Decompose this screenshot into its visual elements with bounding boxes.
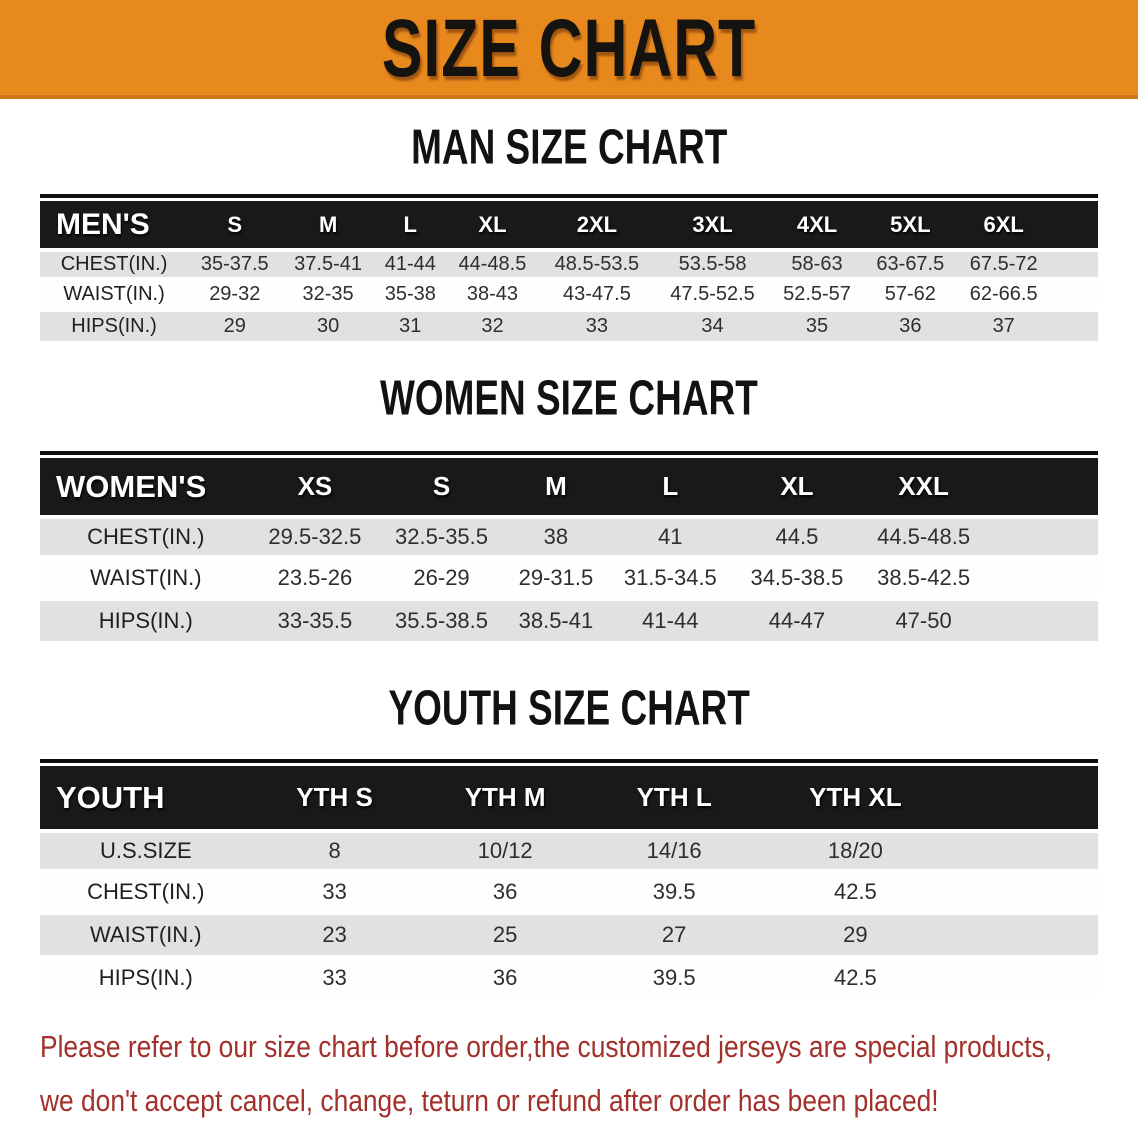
size-value-cell: 39.5	[593, 872, 756, 915]
size-value-cell: 44-47	[734, 601, 861, 644]
row-spacer	[1050, 248, 1098, 280]
size-value-cell: 25	[418, 915, 593, 958]
womens-size-table	[40, 451, 1098, 644]
size-column-header: XXL	[860, 458, 987, 515]
size-value-cell: 33	[539, 312, 655, 344]
size-value-cell: 8	[252, 829, 418, 872]
size-value-cell: 41-44	[375, 248, 446, 280]
size-value-cell: 33-35.5	[252, 601, 379, 644]
size-header-row	[40, 766, 1098, 829]
youth-size-chart-title-text: YOUTH SIZE CHART	[388, 681, 750, 736]
row-spacer	[955, 872, 1098, 915]
measurement-row-label: WAIST(IN.)	[40, 280, 188, 312]
youth-size-section	[0, 681, 1138, 1001]
disclaimer-line-1-text: Please refer to our size chart before order,the customized jerseys are special products,	[40, 1029, 1053, 1064]
youth-size-chart-title	[0, 681, 1138, 741]
measurement-row-label: HIPS(IN.)	[40, 958, 252, 1001]
size-value-cell: 29-32	[188, 280, 281, 312]
measurement-row-label: CHEST(IN.)	[40, 515, 252, 558]
women-size-section	[0, 371, 1138, 644]
size-column-header: YTH L	[593, 766, 756, 829]
size-value-cell: 37	[957, 312, 1050, 344]
measurement-row	[40, 280, 1098, 312]
size-value-cell: 29	[188, 312, 281, 344]
size-column-header: M	[281, 201, 374, 248]
size-value-cell: 34	[655, 312, 771, 344]
size-column-header: XL	[446, 201, 539, 248]
measurement-row-label: HIPS(IN.)	[40, 601, 252, 644]
size-chart-banner	[0, 0, 1138, 99]
size-value-cell: 33	[252, 872, 418, 915]
size-value-cell: 36	[418, 872, 593, 915]
women-size-chart-title	[0, 371, 1138, 431]
size-column-header: YTH S	[252, 766, 418, 829]
size-value-cell: 35-38	[375, 280, 446, 312]
size-value-cell: 62-66.5	[957, 280, 1050, 312]
man-size-chart-title-text: MAN SIZE CHART	[410, 120, 728, 175]
size-value-cell: 31	[375, 312, 446, 344]
row-spacer	[955, 829, 1098, 872]
size-column-header: 6XL	[957, 201, 1050, 248]
row-spacer	[955, 958, 1098, 1001]
size-column-header: XL	[734, 458, 861, 515]
youth-size-table-grid	[40, 766, 1098, 1001]
size-column-header: 5XL	[864, 201, 957, 248]
man-size-chart-title	[0, 120, 1138, 180]
size-value-cell: 27	[593, 915, 756, 958]
measurement-row	[40, 915, 1098, 958]
measurement-row	[40, 958, 1098, 1001]
size-value-cell: 52.5-57	[770, 280, 863, 312]
size-value-cell: 32	[446, 312, 539, 344]
row-spacer	[1050, 312, 1098, 344]
size-value-cell: 32.5-35.5	[378, 515, 505, 558]
measurement-row	[40, 601, 1098, 644]
size-value-cell: 10/12	[418, 829, 593, 872]
measurement-row-label: HIPS(IN.)	[40, 312, 188, 344]
size-header-row	[40, 201, 1098, 248]
size-value-cell: 57-62	[864, 280, 957, 312]
size-value-cell: 33	[252, 958, 418, 1001]
size-value-cell: 44-48.5	[446, 248, 539, 280]
size-column-header: M	[505, 458, 607, 515]
size-column-header: 2XL	[539, 201, 655, 248]
size-value-cell: 47.5-52.5	[655, 280, 771, 312]
size-column-header: S	[378, 458, 505, 515]
size-value-cell: 48.5-53.5	[539, 248, 655, 280]
header-spacer	[1050, 201, 1098, 248]
table-group-label: YOUTH	[40, 766, 252, 829]
measurement-row	[40, 515, 1098, 558]
size-value-cell: 39.5	[593, 958, 756, 1001]
size-value-cell: 23.5-26	[252, 558, 379, 601]
measurement-row	[40, 558, 1098, 601]
measurement-row	[40, 829, 1098, 872]
size-column-header: YTH XL	[756, 766, 956, 829]
size-column-header: L	[607, 458, 734, 515]
size-header-row	[40, 458, 1098, 515]
banner-title: SIZE CHART	[381, 1, 757, 94]
table-group-label: WOMEN'S	[40, 458, 252, 515]
measurement-row-label: WAIST(IN.)	[40, 558, 252, 601]
size-column-header: XS	[252, 458, 379, 515]
size-column-header: YTH M	[418, 766, 593, 829]
measurement-row	[40, 248, 1098, 280]
size-column-header: S	[188, 201, 281, 248]
size-value-cell: 29.5-32.5	[252, 515, 379, 558]
size-value-cell: 34.5-38.5	[734, 558, 861, 601]
size-value-cell: 35	[770, 312, 863, 344]
measurement-row-label: U.S.SIZE	[40, 829, 252, 872]
size-value-cell: 14/16	[593, 829, 756, 872]
size-column-header: 3XL	[655, 201, 771, 248]
measurement-row-label: CHEST(IN.)	[40, 248, 188, 280]
size-value-cell: 41-44	[607, 601, 734, 644]
size-value-cell: 29-31.5	[505, 558, 607, 601]
row-spacer	[987, 558, 1098, 601]
size-value-cell: 26-29	[378, 558, 505, 601]
size-column-header: L	[375, 201, 446, 248]
size-value-cell: 36	[864, 312, 957, 344]
size-value-cell: 41	[607, 515, 734, 558]
size-value-cell: 38.5-41	[505, 601, 607, 644]
size-value-cell: 29	[756, 915, 956, 958]
header-spacer	[955, 766, 1098, 829]
size-value-cell: 35.5-38.5	[378, 601, 505, 644]
size-value-cell: 38	[505, 515, 607, 558]
size-value-cell: 43-47.5	[539, 280, 655, 312]
size-value-cell: 38.5-42.5	[860, 558, 987, 601]
size-value-cell: 53.5-58	[655, 248, 771, 280]
mens-size-table	[40, 194, 1098, 344]
header-spacer	[987, 458, 1098, 515]
row-spacer	[1050, 280, 1098, 312]
man-size-section	[0, 120, 1138, 344]
size-value-cell: 42.5	[756, 958, 956, 1001]
mens-size-table-grid	[40, 201, 1098, 344]
size-value-cell: 36	[418, 958, 593, 1001]
size-value-cell: 38-43	[446, 280, 539, 312]
size-value-cell: 67.5-72	[957, 248, 1050, 280]
table-group-label: MEN'S	[40, 201, 188, 248]
disclaimer-line-2-text: we don't accept cancel, change, teturn or refund after order has been placed!	[40, 1083, 939, 1118]
size-value-cell: 44.5-48.5	[860, 515, 987, 558]
measurement-row-label: CHEST(IN.)	[40, 872, 252, 915]
womens-size-table-grid	[40, 458, 1098, 644]
size-value-cell: 47-50	[860, 601, 987, 644]
size-value-cell: 35-37.5	[188, 248, 281, 280]
size-value-cell: 42.5	[756, 872, 956, 915]
size-value-cell: 23	[252, 915, 418, 958]
row-spacer	[955, 915, 1098, 958]
size-value-cell: 44.5	[734, 515, 861, 558]
size-value-cell: 37.5-41	[281, 248, 374, 280]
disclaimer	[40, 1023, 1138, 1131]
size-value-cell: 32-35	[281, 280, 374, 312]
youth-size-table	[40, 759, 1098, 1001]
measurement-row-label: WAIST(IN.)	[40, 915, 252, 958]
size-value-cell: 18/20	[756, 829, 956, 872]
row-spacer	[987, 601, 1098, 644]
disclaimer-line-2	[40, 1077, 1138, 1131]
women-size-chart-title-text: WOMEN SIZE CHART	[380, 371, 758, 426]
measurement-row	[40, 872, 1098, 915]
size-value-cell: 58-63	[770, 248, 863, 280]
size-value-cell: 63-67.5	[864, 248, 957, 280]
size-column-header: 4XL	[770, 201, 863, 248]
measurement-row	[40, 312, 1098, 344]
size-value-cell: 31.5-34.5	[607, 558, 734, 601]
size-value-cell: 30	[281, 312, 374, 344]
row-spacer	[987, 515, 1098, 558]
disclaimer-line-1	[40, 1023, 1138, 1077]
